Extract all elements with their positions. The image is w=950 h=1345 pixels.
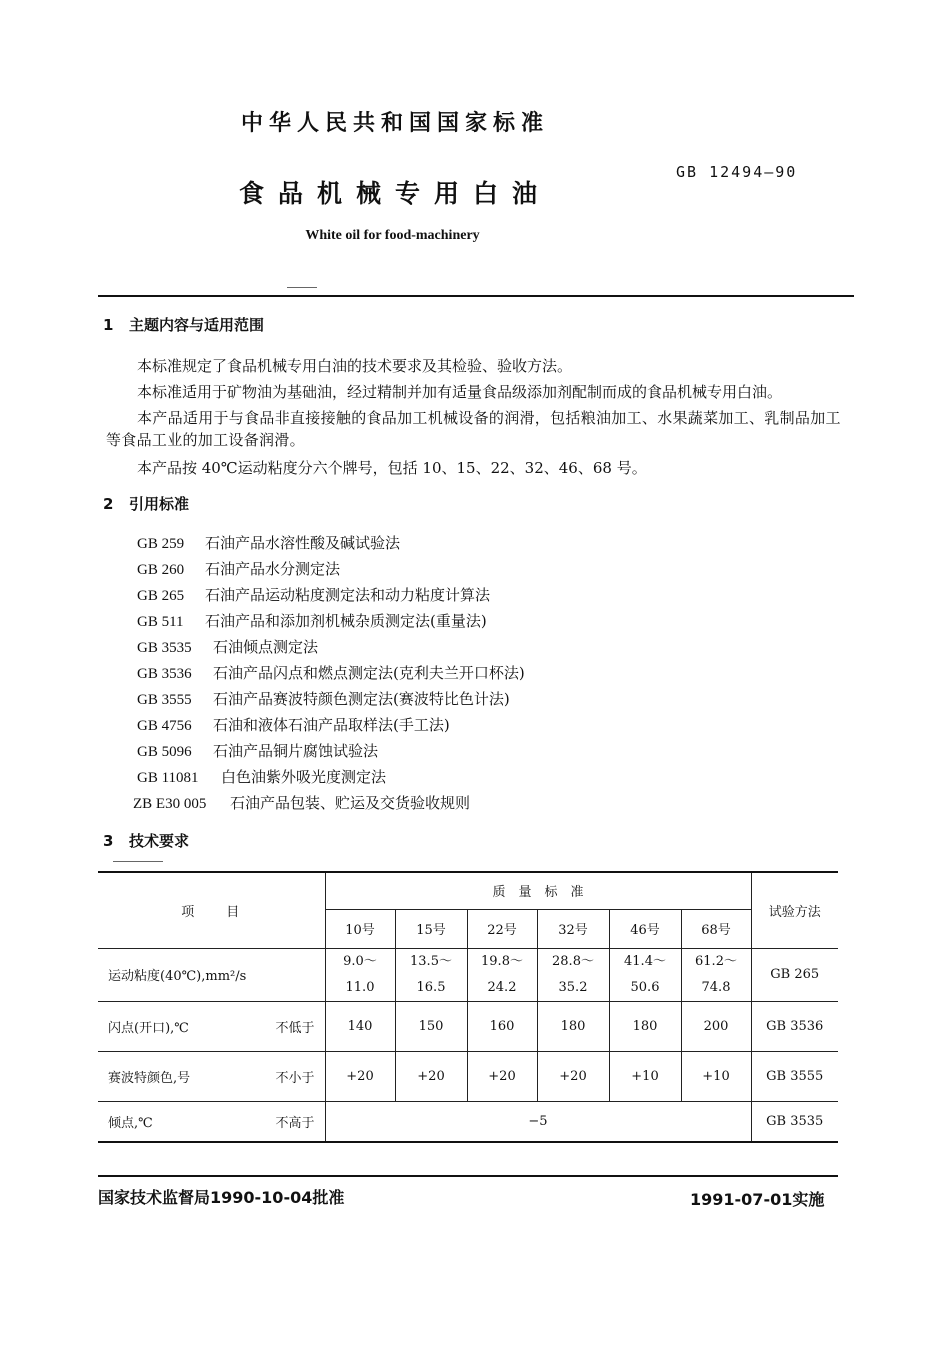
value-cell: 150 — [395, 1001, 467, 1051]
grade-header: 22号 — [467, 909, 537, 948]
value-cell — [681, 948, 751, 1001]
reference-name: 白色油紫外吸光度测定法 — [221, 768, 387, 786]
reference-code: GB 5096 — [137, 744, 192, 760]
value-cell — [537, 948, 609, 1001]
section-3-title: 技术要求 — [129, 832, 190, 850]
value-cell: +10 — [681, 1051, 751, 1101]
grade-header: 46号 — [609, 909, 681, 948]
reference-code: GB 3555 — [137, 692, 192, 708]
method-cell: GB 3535 — [751, 1101, 838, 1142]
footer-divider — [98, 1175, 838, 1177]
section-1-para-3: 本产品适用于与食品非直接接触的食品加工机械设备的润滑，包括粮油加工、水果蔬菜加工、乳制品加工等食品工业的加工设备润滑。 — [106, 409, 841, 449]
value-min: 28.8～ — [552, 953, 594, 969]
item-label: 闪点(开口),℃ — [108, 1020, 189, 1036]
reference-name: 石油产品水分测定法 — [205, 560, 341, 578]
reference-name: 石油和液体石油产品取样法(手工法) — [213, 716, 450, 734]
quality-header: 质 量 标 准 — [325, 872, 751, 909]
grade-header: 10号 — [325, 909, 395, 948]
header-divider — [98, 295, 854, 297]
method-cell: GB 265 — [751, 948, 838, 1001]
item-cell — [98, 1001, 325, 1051]
reference-name: 石油产品运动粘度测定法和动力粘度计算法 — [205, 586, 491, 604]
value-cell — [325, 948, 395, 1001]
method-cell: GB 3536 — [751, 1001, 838, 1051]
value-cell: +10 — [609, 1051, 681, 1101]
reference-item — [137, 738, 525, 764]
section-3-divider — [113, 861, 163, 862]
value-min: 19.8～ — [481, 953, 523, 969]
section-1-title: 主题内容与适用范围 — [129, 316, 265, 334]
value-max: 24.2 — [487, 979, 517, 995]
section-1-para-4: 本产品按 40℃运动粘度分六个牌号，包括 10、15、22、32、46、68 号。 — [137, 459, 647, 477]
value-max: 50.6 — [630, 979, 660, 995]
value-min: 41.4～ — [624, 953, 666, 969]
reference-item — [137, 556, 525, 582]
document-title-english: White oil for food-machinery — [305, 228, 480, 243]
standard-code: GB 12494—90 — [676, 163, 798, 181]
reference-code: GB 265 — [137, 588, 185, 604]
reference-name: 石油产品水溶性酸及碱试验法 — [205, 534, 401, 552]
item-limit: 不高于 — [275, 1115, 315, 1131]
item-limit: 不低于 — [275, 1020, 315, 1036]
value-cell — [395, 948, 467, 1001]
item-cell — [98, 1051, 325, 1101]
value-cell — [609, 948, 681, 1001]
document-title: 食品机械专用白油 — [238, 179, 551, 208]
item-label: 运动粘度(40℃),mm²/s — [108, 969, 247, 984]
grade-header: 15号 — [395, 909, 467, 948]
reference-item — [137, 608, 525, 634]
value-cell: 200 — [681, 1001, 751, 1051]
value-cell: +20 — [325, 1051, 395, 1101]
reference-name: 石油产品和添加剂机械杂质测定法(重量法) — [205, 612, 487, 630]
section-3-number: 3 — [103, 832, 114, 850]
item-label: 赛波特颜色,号 — [108, 1070, 191, 1086]
reference-name: 石油产品铜片腐蚀试验法 — [213, 742, 379, 760]
national-standard-header: 中华人民共和国国家标准 — [240, 110, 549, 136]
technical-requirements-table — [98, 871, 838, 1143]
reference-name: 石油倾点测定法 — [213, 638, 319, 656]
value-cell-merged: −5 — [325, 1101, 751, 1142]
section-1-para-1: 本标准规定了食品机械专用白油的技术要求及其检验、验收方法。 — [137, 357, 573, 375]
reference-code: GB 11081 — [137, 770, 199, 786]
reference-item — [137, 686, 525, 712]
value-max: 11.0 — [345, 979, 375, 995]
reference-code: GB 3535 — [137, 640, 192, 656]
effective-date: 1991-07-01实施 — [690, 1190, 825, 1209]
value-cell: +20 — [537, 1051, 609, 1101]
value-min: 9.0～ — [343, 953, 377, 969]
reference-name: 石油产品赛波特颜色测定法(赛波特比色计法) — [213, 690, 510, 708]
reference-item — [137, 530, 525, 556]
reference-item — [137, 634, 525, 660]
value-cell — [467, 948, 537, 1001]
value-min: 61.2～ — [695, 953, 737, 969]
grade-header: 68号 — [681, 909, 751, 948]
section-1-heading — [103, 314, 264, 335]
reference-name: 石油产品包装、贮运及交货验收规则 — [230, 794, 471, 812]
table-row — [98, 1051, 838, 1101]
item-label: 倾点,℃ — [108, 1115, 153, 1131]
value-cell: +20 — [467, 1051, 537, 1101]
reference-code: GB 3536 — [137, 666, 192, 682]
reference-item — [137, 764, 525, 790]
value-cell: +20 — [395, 1051, 467, 1101]
grade-header: 32号 — [537, 909, 609, 948]
value-cell: 180 — [537, 1001, 609, 1051]
reference-item — [137, 582, 525, 608]
reference-item — [133, 790, 525, 816]
value-cell: 180 — [609, 1001, 681, 1051]
item-header: 项 目 — [98, 872, 325, 948]
reference-code: ZB E30 005 — [133, 796, 207, 812]
table-row — [98, 948, 838, 1001]
section-3-heading — [103, 830, 189, 851]
reference-list — [133, 530, 525, 816]
value-max: 74.8 — [701, 979, 731, 995]
value-max: 16.5 — [416, 979, 446, 995]
reference-code: GB 4756 — [137, 718, 192, 734]
reference-item — [137, 660, 525, 686]
approval-date: 国家技术监督局1990-10-04批准 — [98, 1188, 345, 1207]
short-divider — [287, 287, 317, 288]
table-header-row — [98, 872, 838, 909]
section-1-number: 1 — [103, 316, 114, 334]
table-row — [98, 1001, 838, 1051]
section-2-title: 引用标准 — [129, 495, 190, 513]
reference-code: GB 260 — [137, 562, 185, 578]
reference-code: GB 259 — [137, 536, 185, 552]
section-2-number: 2 — [103, 495, 114, 513]
value-cell: 140 — [325, 1001, 395, 1051]
reference-code: GB 511 — [137, 614, 184, 630]
method-cell: GB 3555 — [751, 1051, 838, 1101]
reference-item — [137, 712, 525, 738]
item-cell — [98, 948, 325, 1001]
table-row — [98, 1101, 838, 1142]
value-cell: 160 — [467, 1001, 537, 1051]
section-2-heading — [103, 493, 189, 514]
section-1-para-2: 本标准适用于矿物油为基础油，经过精制并加有适量食品级添加剂配制而成的食品机械专用白油。 — [137, 383, 783, 401]
item-limit: 不小于 — [275, 1070, 315, 1086]
value-max: 35.2 — [558, 979, 588, 995]
reference-name: 石油产品闪点和燃点测定法(克利夫兰开口杯法) — [213, 664, 525, 682]
value-min: 13.5～ — [410, 953, 452, 969]
item-cell — [98, 1101, 325, 1142]
method-header: 试验方法 — [751, 872, 838, 948]
